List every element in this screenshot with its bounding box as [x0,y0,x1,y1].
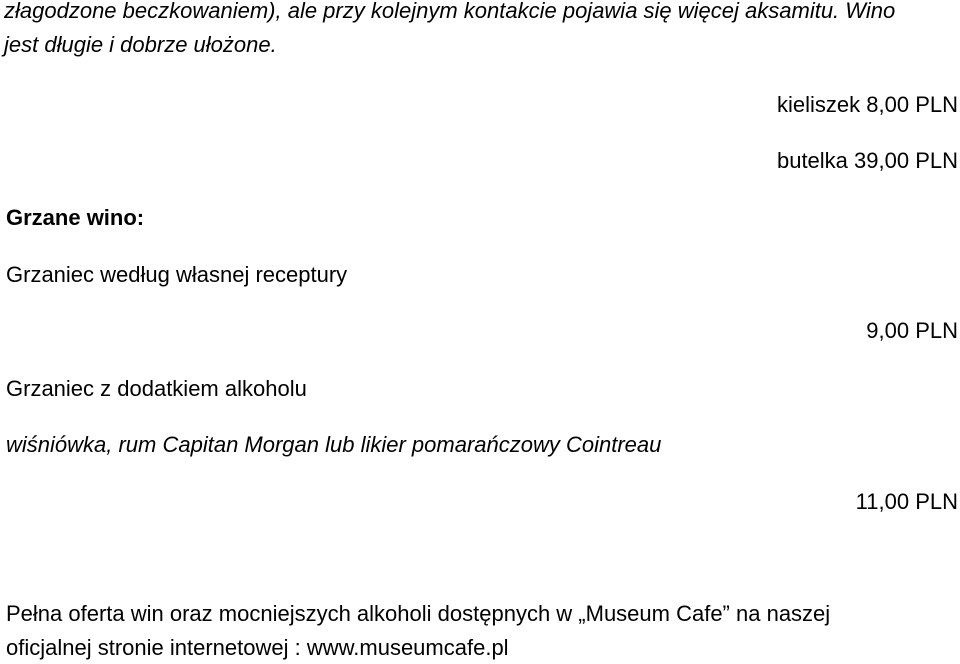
wine-bottle-price: butelka 39,00 PLN [776,148,958,173]
mulled-wine-item-2-name: Grzaniec z dodatkiem alkoholu [6,376,307,401]
mulled-wine-item-2-price: 11,00 PLN [855,489,958,514]
mulled-wine-item-1-price: 9,00 PLN [866,318,958,343]
footer-line-1: Pełna oferta win oraz mocniejszych alkoholi dostępnych w „Museum Cafe” na naszej [6,601,831,626]
mulled-wine-item-2-note: wiśniówka, rum Capitan Morgan lub likier pomarańczowy Cointreau [6,432,662,457]
intro-line-2: jest długie i dobrze ułożone. [4,32,277,57]
intro-line-1: złagodzone beczkowaniem), ale przy kolejnym kontakcie pojawia się więcej aksamitu. Wino [4,0,896,23]
mulled-wine-item-1-name: Grzaniec według własnej receptury [6,262,348,287]
mulled-wine-heading: Grzane wino: [6,205,145,230]
footer-line-2: oficjalnej stronie internetowej : www.museumcafe.pl [6,635,509,660]
wine-glass-price: kieliszek 8,00 PLN [777,92,958,117]
